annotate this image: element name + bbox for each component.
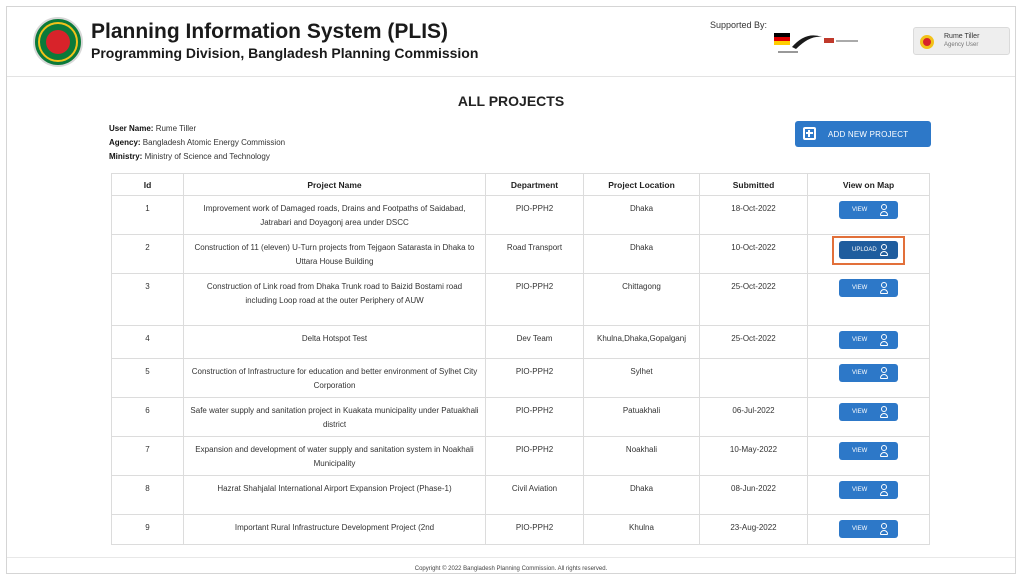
cell-id: 4 — [112, 326, 184, 359]
projects-table — [111, 173, 930, 545]
cell-submitted — [700, 359, 808, 398]
view-map-label: VIEW — [852, 207, 868, 213]
cell-location: Dhaka — [584, 196, 700, 235]
table-row — [112, 326, 930, 359]
user-menu-name: Rume Tiller — [944, 33, 980, 40]
cell-project-name: Construction of Infrastructure for education and better environment of Sylhet City Corporation — [184, 359, 486, 398]
view-map-label: VIEW — [852, 337, 868, 343]
cell-location: Noakhali — [584, 437, 700, 476]
cell-id: 9 — [112, 515, 184, 545]
ministry-value: Ministry of Science and Technology — [144, 152, 270, 161]
cell-project-name: Expansion and development of water supply and sanitation system in Noakhali Municipality — [184, 437, 486, 476]
cell-map — [808, 476, 930, 515]
view-map-button[interactable] — [839, 279, 898, 297]
cell-submitted: 25-Oct-2022 — [700, 274, 808, 326]
user-name-value: Rume Tiller — [155, 124, 197, 133]
cell-department: PIO-PPH2 — [486, 437, 584, 476]
cell-location: Patuakhali — [584, 398, 700, 437]
person-icon — [880, 367, 888, 379]
partner-logo — [822, 32, 864, 52]
cell-map — [808, 235, 930, 274]
footer-copyright: Copyright © 2022 Bangladesh Planning Commission. All rights reserved. — [7, 557, 1015, 572]
cell-project-name: Delta Hotspot Test — [184, 326, 486, 359]
table-row — [112, 196, 930, 235]
cell-submitted: 18-Oct-2022 — [700, 196, 808, 235]
ministry-label: Ministry: — [109, 152, 143, 161]
top-header — [7, 7, 1015, 77]
cell-submitted: 10-Oct-2022 — [700, 235, 808, 274]
person-icon — [880, 406, 888, 418]
cell-id: 3 — [112, 274, 184, 326]
app-window — [6, 6, 1016, 574]
cell-location: Khulna — [584, 515, 700, 545]
person-icon — [880, 204, 888, 216]
view-map-button[interactable] — [839, 364, 898, 382]
cell-map — [808, 326, 930, 359]
cell-department: Road Transport — [486, 235, 584, 274]
view-map-button[interactable] — [839, 201, 898, 219]
cell-submitted: 23-Aug-2022 — [700, 515, 808, 545]
cell-location: Sylhet — [584, 359, 700, 398]
user-info-line — [109, 124, 196, 133]
supported-by-label: Supported By: — [710, 20, 768, 30]
cell-location: Khulna,Dhaka,Gopalganj — [584, 326, 700, 359]
agency-info-line — [109, 138, 285, 147]
person-icon — [880, 484, 888, 496]
col-header-submitted[interactable]: Submitted — [700, 174, 808, 196]
cell-map — [808, 515, 930, 545]
view-map-label: VIEW — [852, 285, 868, 291]
cell-id: 2 — [112, 235, 184, 274]
partner-logo-mark — [822, 32, 864, 52]
cell-map — [808, 196, 930, 235]
view-map-label: VIEW — [852, 526, 868, 532]
user-name-label: User Name: — [109, 124, 154, 133]
view-map-label: VIEW — [852, 409, 868, 415]
page-title: ALL PROJECTS — [457, 93, 565, 109]
add-icon — [803, 127, 816, 140]
table-row — [112, 398, 930, 437]
cell-id: 6 — [112, 398, 184, 437]
app-subtitle: Programming Division, Bangladesh Planning Commission — [91, 45, 479, 61]
col-header-id[interactable]: Id — [112, 174, 184, 196]
government-logo — [33, 17, 83, 67]
cell-map — [808, 274, 930, 326]
col-header-project-name[interactable]: Project Name — [184, 174, 486, 196]
table-header-row — [112, 174, 930, 196]
view-map-button[interactable] — [839, 520, 898, 538]
person-icon — [880, 244, 888, 256]
cell-project-name: Safe water supply and sanitation project in Kuakata municipality under Patuakhali district — [184, 398, 486, 437]
cell-location: Dhaka — [584, 235, 700, 274]
sponsor-flag-swoosh — [774, 27, 824, 57]
cell-map — [808, 437, 930, 476]
cell-map — [808, 359, 930, 398]
cell-project-name: Construction of Link road from Dhaka Trunk road to Baizid Bostami road including Loop road at the outer Periphery of AUW — [184, 274, 486, 326]
sponsor-logo — [774, 27, 824, 57]
user-menu[interactable] — [913, 27, 1010, 55]
upload-map-label: UPLOAD — [852, 247, 877, 253]
highlight-box — [832, 236, 905, 265]
view-map-button[interactable] — [839, 403, 898, 421]
cell-location: Chittagong — [584, 274, 700, 326]
cell-submitted: 25-Oct-2022 — [700, 326, 808, 359]
cell-id: 5 — [112, 359, 184, 398]
view-map-label: VIEW — [852, 487, 868, 493]
view-map-button[interactable] — [839, 481, 898, 499]
cell-location: Dhaka — [584, 476, 700, 515]
cell-department: PIO-PPH2 — [486, 398, 584, 437]
cell-department: Dev Team — [486, 326, 584, 359]
table-row — [112, 476, 930, 515]
cell-project-name: Construction of 11 (eleven) U-Turn projects from Tejgaon Satarasta in Dhaka to Uttara House Building — [184, 235, 486, 274]
person-icon — [880, 445, 888, 457]
cell-project-name: Improvement work of Damaged roads, Drains and Footpaths of Saidabad, Jatrabari and Doyagonj area under DSCC — [184, 196, 486, 235]
cell-project-name: Important Rural Infrastructure Development Project (2nd — [184, 515, 486, 545]
cell-id: 8 — [112, 476, 184, 515]
cell-submitted: 10-May-2022 — [700, 437, 808, 476]
col-header-location[interactable]: Project Location — [584, 174, 700, 196]
person-icon — [880, 523, 888, 535]
cell-submitted: 08-Jun-2022 — [700, 476, 808, 515]
avatar — [920, 35, 934, 49]
person-icon — [880, 282, 888, 294]
cell-department: Civil Aviation — [486, 476, 584, 515]
agency-label: Agency: — [109, 138, 141, 147]
user-menu-role: Agency User — [944, 42, 979, 48]
col-header-department[interactable]: Department — [486, 174, 584, 196]
table-row — [112, 274, 930, 326]
cell-project-name: Hazrat Shahjalal International Airport Expansion Project (Phase-1) — [184, 476, 486, 515]
cell-department: PIO-PPH2 — [486, 196, 584, 235]
view-map-label: VIEW — [852, 448, 868, 454]
view-map-label: VIEW — [852, 370, 868, 376]
cell-department: PIO-PPH2 — [486, 359, 584, 398]
cell-id: 7 — [112, 437, 184, 476]
agency-value: Bangladesh Atomic Energy Commission — [142, 138, 286, 147]
cell-department: PIO-PPH2 — [486, 515, 584, 545]
table-row — [112, 515, 930, 545]
app-title: Planning Information System (PLIS) — [91, 20, 449, 43]
col-header-view-on-map[interactable]: View on Map — [808, 174, 930, 196]
cell-map — [808, 398, 930, 437]
upload-map-button[interactable] — [839, 241, 898, 259]
cell-id: 1 — [112, 196, 184, 235]
view-map-button[interactable] — [839, 331, 898, 349]
add-new-project-button[interactable] — [795, 121, 931, 147]
ministry-info-line — [109, 152, 270, 161]
table-row — [112, 437, 930, 476]
view-map-button[interactable] — [839, 442, 898, 460]
cell-submitted: 06-Jul-2022 — [700, 398, 808, 437]
add-new-project-label: ADD NEW PROJECT — [828, 130, 909, 139]
table-row — [112, 235, 930, 274]
table-row — [112, 359, 930, 398]
cell-department: PIO-PPH2 — [486, 274, 584, 326]
person-icon — [880, 334, 888, 346]
